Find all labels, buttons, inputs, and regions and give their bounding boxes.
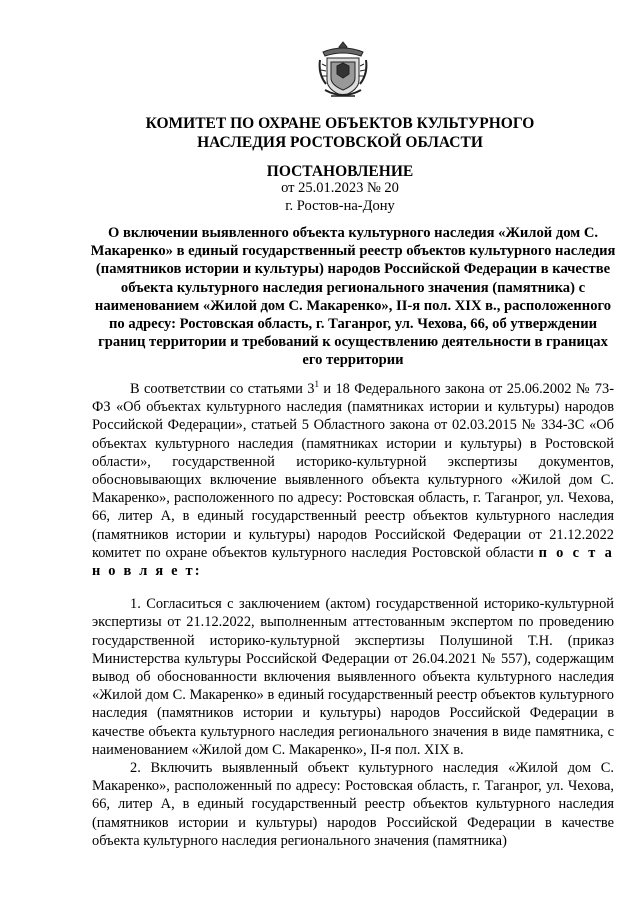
- decree-word: п о с т а н о в л я е т:: [92, 544, 614, 580]
- document-date-number: от 25.01.2023 № 20: [281, 180, 399, 196]
- committee-name: [60, 114, 620, 152]
- clause-1: 1. Согласиться с заключением (актом) государственной историко-культурной экспертизы от 21.12.2022, выполненным аттестованным экспертом по проведению государственной историко-культурной экспертизы Полушиной Т.Н. (приказ Министерства культуры Российской Федерации от 26.04.2021 № 557), содержащим вывод об обоснованности включения выявленного объекта культурного наследия «Жилой дом С. Макаренко» в единый государственный реестр объектов культурного наследия (памятников истории и культуры) народов Российской Федерации в качестве объекта культурного наследия регионального значения в виде памятника, с наименованием «Жилой дом С. Макаренко», II-я пол. XIX в.: [92, 596, 614, 758]
- committee-line-2: НАСЛЕДИЯ РОСТОВСКОЙ ОБЛАСТИ: [197, 134, 483, 151]
- document-body: [92, 380, 614, 850]
- document-type: ПОСТАНОВЛЕНИЕ: [266, 163, 414, 180]
- clause-2: 2. Включить выявленный объект культурного наследия «Жилой дом С. Макаренко», расположенный по адресу: Ростовская область, г. Таганрог, ул. Чехова, 66, литер А, в единый государственный реестр объектов культурного наследия (памятников истории и культуры) народов Российской Федерации в качестве объекта культурного наследия регионального значения (памятника): [92, 760, 614, 849]
- preamble-text-start: В соответствии со статьями 3: [130, 381, 315, 397]
- rostov-oblast-coat-of-arms-icon: [317, 40, 369, 102]
- document-meta: [60, 180, 620, 215]
- document-title: О включении выявленного объекта культурного наследия «Жилой дом С. Макаренко» в единый государственный реестр объектов культурного наследия (памятников истории и культуры) народов Российской Федерации в качестве объекта культурного наследия регионального значения (памятника) с наименованием «Жилой дом С. Макаренко», II-я пол. XIX в., расположенного по адресу: Ростовская область, г. Таганрог, ул. Чехова, 66, об утверждении границ территории и требований к осуществлению деятельности в границах его территории: [90, 225, 616, 369]
- document-place: г. Ростов-на-Дону: [285, 197, 395, 214]
- article-superscript: 1: [314, 379, 319, 390]
- committee-line-1: КОМИТЕТ ПО ОХРАНЕ ОБЪЕКТОВ КУЛЬТУРНОГО: [145, 115, 535, 132]
- preamble-paragraph: [92, 380, 614, 580]
- preamble-text-rest: и 18 Федерального закона от 25.06.2002 № 73-ФЗ «Об объектах культурного наследия (памятниках истории и культуры) народов Российской Федерации», статьей 5 Областного закона от 02.03.2015 № 334-ЗС «Об объектах культурного наследия (памятниках истории и культуры) в Ростовской области», государственной историко-культурной экспертизы документов, обосновывающих включение выявленного объекта культурного «Жилой дом С. Макаренко», расположенного по адресу: Ростовская область, г. Таганрог, ул. Чехова, 66, литер А, в единый государственный реестр объектов культурного наследия (памятников истории и культуры) народов Российской Федерации от 21.12.2022 комитет по охране объектов культурного наследия Ростовской области: [92, 381, 614, 561]
